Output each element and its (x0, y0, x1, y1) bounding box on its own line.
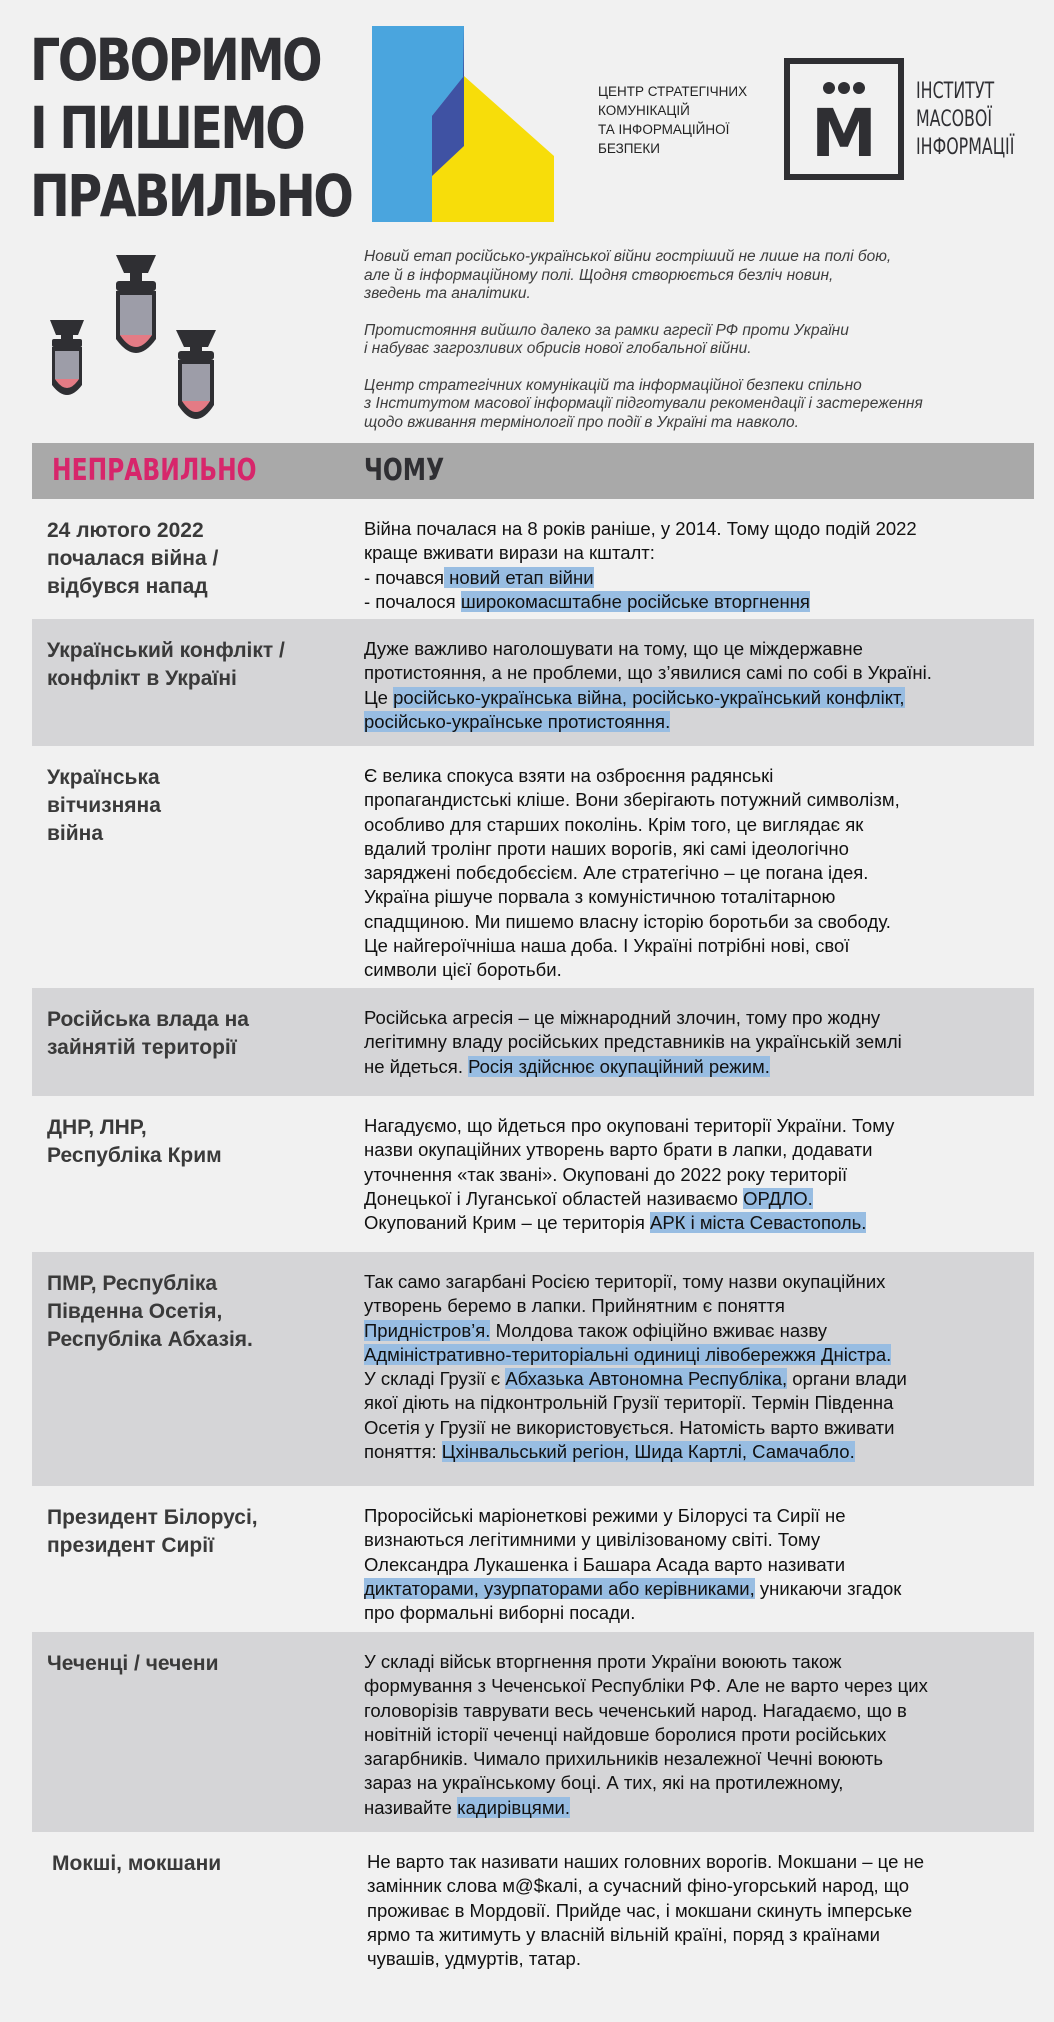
table-row (32, 746, 1034, 988)
highlighted-term: АРК і міста Севастополь. (649, 1212, 867, 1234)
highlighted-term: російсько-українська війна, російсько-український конфлікт, російсько-українське протистояння. (364, 686, 905, 732)
title-line: І ПИШЕМО (30, 94, 304, 162)
explanation-text: У складі військ вторгнення проти України воюють також формування з Чеченської Республіки РФ. Але не варто через цих головорізів таврувати весь чеченський народ. Нагадаємо, що в новітній історії чеченці найдовше боролися проти російських загарбників. Чимало прихильників незалежної Чечні воюють зараз на українському боці. А тих, які на протилежному, називайте (364, 1651, 928, 1818)
wrong-term: Чеченці / чечени (47, 1652, 219, 1675)
imi-logo-icon (784, 58, 904, 180)
wrong-term: ДНР, ЛНР, Республіка Крим (47, 1116, 222, 1167)
explanation (364, 517, 1026, 614)
highlighted-term: Росія здійснює окупаційний режим. (468, 1055, 770, 1077)
table-row (32, 619, 1034, 746)
explanation-text: уникаючи згадок про формальні виборні посади. (364, 1577, 902, 1624)
wrong-term: Мокші, мокшани (52, 1852, 222, 1875)
explanation (364, 1650, 1026, 1820)
table-row (32, 1252, 1034, 1486)
explanation-text: У складі Грузії є (364, 1368, 501, 1390)
explanation-text: Окупований Крим – це територія (364, 1212, 645, 1234)
highlighted-term: широкомасштабне російське вторгнення (460, 590, 810, 612)
explanation-text: Російська агресія – це міжнародний злочин, тому про жодну легітимну владу російських представників на українській землі не йдеться. (364, 1007, 902, 1077)
table-row (32, 499, 1034, 619)
highlighted-term: новий етап війни (444, 566, 594, 588)
explanation-text: Війна почалася на 8 років раніше, у 2014. Тому щодо подій 2022 краще вживати вирази на кшталт: - почався (364, 518, 917, 588)
table-row (32, 1486, 1034, 1632)
wrong-term: Українська вітчизняна війна (47, 766, 161, 845)
column-header-wrong: НЕПРАВИЛЬНО (52, 453, 257, 488)
explanation-text: Не варто так називати наших головних ворогів. Мокшани – це не замінник слова м@$калі, а сучасний фіно-угорський народ, що проживає в Мордовії. Прийде час, і мокшани скинуть імперське ярмо та житимуть у власній вільній країні, поряд з країнами чувашів, удмуртів, татар. (367, 1851, 925, 1970)
intro-paragraph: Новий етап російсько-української війни гостріший не лише на полі бою, але й в інформаційному полі. Щодня створюється безліч новин, зведень та аналітики. (364, 248, 892, 302)
svg-text:М: М (811, 95, 877, 172)
explanation (364, 1114, 1026, 1235)
stratcom-center-name: ЦЕНТР СТРАТЕГІЧНИХ КОМУНІКАЦІЙ ТА ІНФОРМАЦІЙНОЇ БЕЗПЕКИ (598, 84, 748, 156)
highlighted-term: Абхазька Автономна Республіка, (505, 1368, 788, 1390)
highlighted-term: диктаторами, узурпаторами або керівниками, (364, 1577, 755, 1599)
ukraine-flag-logo-icon (372, 26, 554, 222)
table-header (32, 443, 1034, 499)
table-row (32, 1096, 1034, 1252)
table-row (32, 1832, 1034, 2012)
wrong-term: 24 лютого 2022 почалася війна / відбувся напад (47, 519, 219, 598)
explanation (364, 1504, 1026, 1625)
intro-paragraph: Центр стратегічних комунікацій та інформаційної безпеки спільно з Інститутом масової інформації підготували рекомендації і застереження щодо вживання термінології про події в Україні та навколо. (364, 376, 923, 431)
explanation-text: Молдова також офіційно вживає назву (495, 1319, 828, 1341)
explanation-text: органи влади якої діють на підконтрольній Грузії території. Термін Південна Осетія у Грузії не використовується. Натомість варто вживати поняття: (364, 1368, 907, 1463)
highlighted-term: кадирівцями. (457, 1796, 571, 1818)
wrong-term: Російська влада на зайнятій території (47, 1008, 249, 1059)
highlighted-term: Цхінвальський регіон, Шида Картлі, Самачабло. (441, 1441, 855, 1463)
explanation-text: Проросійські маріонеткові режими у Білорусі та Сирії не визнаються легітимними у цивілізованому світі. Тому Олександра Лукашенка і Башара Асада варто називати (364, 1505, 846, 1575)
table-row (32, 988, 1034, 1096)
explanation (364, 1270, 1026, 1464)
wrong-term: ПМР, Республіка Південна Осетія, Республіка Абхазія. (47, 1272, 253, 1351)
explanation-text: Нагадуємо, що йдеться про окуповані території України. Тому назви окупаційних утворень варто брати в лапки, додавати уточнення «так звані». Окуповані до 2022 року території Донецької і Луганської областей називаємо (364, 1115, 895, 1209)
title-line: ГОВОРИМО (30, 26, 321, 94)
bomb-icon (116, 255, 156, 353)
title-line: ПРАВИЛЬНО (30, 162, 352, 230)
bomb-icon (176, 330, 216, 419)
explanation-text: - почалося (364, 590, 456, 612)
intro-text (364, 248, 1024, 450)
column-header-why: ЧОМУ (364, 453, 445, 488)
explanation (364, 1006, 1026, 1079)
bombs-illustration-icon (50, 255, 240, 435)
explanation-text: Дуже важливо наголошувати на тому, що це міждержавне протистояння, а не проблеми, що з’явилися самі по собі в Україні. Це (364, 638, 932, 708)
explanation (364, 637, 1026, 734)
explanation-text: Так само загарбані Росією території, тому назви окупаційних утворень беремо в лапки. Прийнятним є поняття (364, 1271, 886, 1317)
highlighted-term: Придністров’я. (364, 1319, 491, 1341)
wrong-term: Український конфлікт / конфлікт в Україні (47, 639, 285, 690)
intro-paragraph: Протистояння вийшло далеко за рамки агресії РФ проти України і набуває загрозливих обрисів нової глобальної війни. (364, 321, 849, 357)
page-title (30, 26, 352, 230)
explanation (367, 1850, 1029, 1971)
table-row (32, 1632, 1034, 1832)
explanation (364, 764, 1026, 983)
wrong-term: Президент Білорусі, президент Сирії (47, 1506, 258, 1557)
highlighted-term: ОРДЛО. (743, 1187, 813, 1209)
explanation-text: Є велика спокуса взяти на озброєння радянські пропагандистські кліше. Вони зберігають потужний символізм, особливо для старших поколінь. Крім того, це виглядає як вдалий тролінг проти наших ворогів, які самі ідеологічно заряджені побєдобєсієм. Але стратегічно – це погана ідея. Україна рішуче порвала з комуністичною тоталітарною спадщиною. Ми пишемо власну історію боротьби за свободу. Це найгероїчніша наша доба. І Україні потрібні нові, свої символи цієї боротьби. (364, 765, 900, 981)
highlighted-term: Адміністративно-територіальні одиниці лівобережжя Дністра. (364, 1343, 892, 1365)
bomb-icon (50, 320, 84, 395)
imi-name: ІНСТИТУТ МАСОВОЇ ІНФОРМАЦІЇ (916, 79, 1015, 160)
